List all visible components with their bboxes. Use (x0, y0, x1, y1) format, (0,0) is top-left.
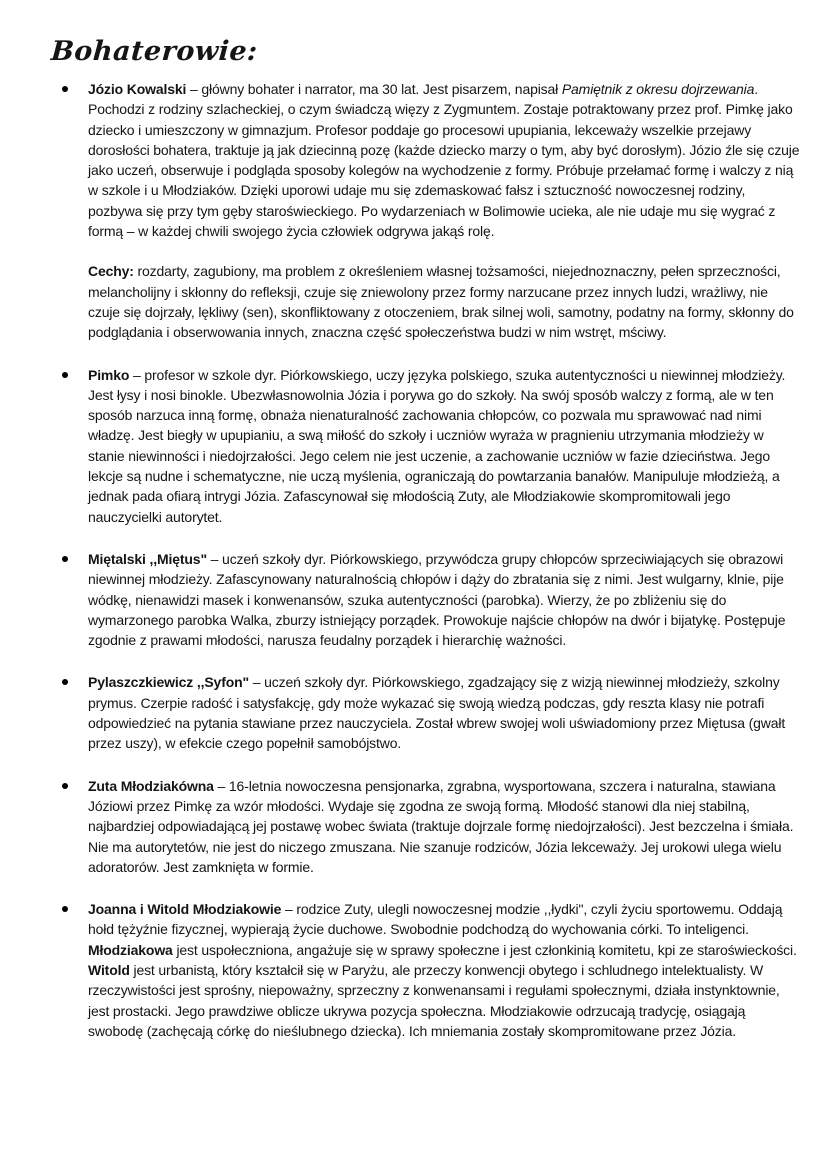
text-run: . Pochodzi z rodziny szlacheckiej, o czym świadczą więzy z Zygmuntem. Zostaje potraktowany przez prof. Pimkę jako dziecko i umieszczony w gimnazjum. Profesor poddaje go procesowi upupiania, lekceważy wszelkie przejawy dorosłości bohatera, traktuje ją jak dziecinną pozę (każde dziecko marzy o tym, aby być dorosłym). Józio źle się czuje jako uczeń, obserwuje i podgląda sposoby kolegów na wychodzenie z formy. Próbuje przełamać formę i walczy z nią w szkole i u Młodziaków. Dzięki uporowi udaje mu się zdemaskować fałsz i sztuczność nowoczesnej rodziny, pozbywa się przy tym gęby staroświeckiego. Po wydarzeniach w Bolimowie ucieka, ale nie udaje mu się wygrać z formą – w każdej chwili swojego życia człowiek odgrywa jakąś rolę. (88, 81, 800, 240)
character-entry (48, 776, 802, 877)
character-entry (48, 672, 802, 753)
character-name: Józio Kowalski (88, 81, 187, 97)
text-run: jest uspołeczniona, angażuje się w sprawy społeczne i jest członkinią komitetu, kpi ze staroświeckości. (172, 941, 797, 958)
character-list (48, 79, 802, 1041)
character-name: Pylaszczkiewicz ,,Syfon" (88, 674, 249, 691)
page-title: Bohaterowie: (50, 36, 259, 67)
character-entry (48, 549, 802, 650)
text-run: – rodzice Zuty, ulegli nowoczesnej modzie ,,łydki", czyli życiu sportowemu. Oddają hołd tężyźnie fizycznej, wypierają życie duchowe. Swobodnie podchodzą do wychowania córki. To inteligenci. (88, 901, 783, 938)
character-traits (88, 261, 802, 342)
character-name: Miętalski ,,Miętus" (88, 550, 207, 567)
character-description (88, 776, 802, 877)
text-run: – profesor w szkole dyr. Piórkowskiego, uczy języka polskiego, szuka autentyczności u niewinnej młodzieży. Jest łysy i nosi binokle. Ubezwłasnowolnia Józia i porywa go do szkoły. Na swój sposób walczy z formą, ale w ten sposób narzuca inną formę, obnaża nienaturalność zachowania chłopców, co pozwala mu sprawować nad nimi władzę. Jest biegły w upupianiu, a swą miłość do szkoły i uczniów wyraża w pragnieniu utrzymania młodzieży w stanie niewinności i niedojrzałości. Jego celem nie jest uczenie, a zachowanie uczniów w fazie dzieciństwa. Jego lekcje są nudne i schematyczne, nie uczą myślenia, ograniczają do powtarzania banałów. Manipuluje młodzieżą, a jednak pada ofiarą intrygi Józia. Zafascynował się młodością Zuty, ale Młodziakowie skompromitowali jego nauczycielki autorytet. (88, 366, 786, 525)
emphasis-run: Witold (88, 961, 130, 978)
character-entry (48, 365, 802, 527)
text-run: – główny bohater i narrator, ma 30 lat. Jest pisarzem, napisał (186, 81, 562, 97)
text-run: rozdarty, zagubiony, ma problem z określeniem własnej tożsamości, niejednoznaczny, pełen sprzeczności, melancholijny i skłonny do refleksji, czuje się zniewolony przez formy narzucane przez innych ludzi, wrażliwy, nie czuje się dojrzały, lękliwy (sen), skonfliktowany z otoczeniem, brak silnej woli, samotny, podatny na formy, skłonny do podglądania i obserwowania innych, znaczna część społeczeństwa budzi w nim wstręt, mściwy. (88, 263, 794, 341)
character-description (88, 79, 802, 241)
character-name: Pimko (88, 366, 130, 383)
text-run: jest urbanistą, który kształcił się w Paryżu, ale przeczy konwencji obytego i schludnego intelektualisty. W rzeczywistości jest sprośny, niepoważny, sprzeczny z konwenansami i regułami społecznymi, działa instynktownie, jest prostacki. Jego prawdziwe oblicze ukrywa pozycja społeczna. Młodziakowie odrzucają tradycję, osiągają swobodę (zachęcają córkę do nieślubnego dziecka). Ich mniemania zostały skompromitowane przez Józia. (88, 961, 780, 1039)
character-name: Cechy: (88, 263, 134, 280)
character-description (88, 549, 802, 650)
text-run: – 16-letnia nowoczesna pensjonarka, zgrabna, wysportowana, szczera i naturalna, stawiana Józiowi przez Pimkę za wzór młodości. Wydaje się zgodna ze swoją formą. Młodość stanowi dla niej stabilną, najbardziej odpowiadającą jej postawę wobec świata (traktuje dojrzale formę niedojrzałości). Jest bezczelna i śmiała. Nie ma autorytetów, nie jest do niczego zmuszana. Nie szanuje rodziców, Józia lekceważy. Jej urokowi ulega wielu adoratorów. Jest zamknięta w formie. (88, 777, 794, 875)
text-run: – uczeń szkoły dyr. Piórkowskiego, zgadzający się z wizją niewinnej młodzieży, szkolny prymus. Czerpie radość i satysfakcję, gdy może wykazać się swoją wiedzą podczas, gdy reszta klasy nie potrafi odpowiedzieć na pytania stawiane przez nauczyciela. Został wbrew swojej woli uświadomiony przez Miętusa (gwałt przez uszy), w efekcie czego popełnił samobójstwo. (88, 674, 786, 752)
character-entry (48, 899, 802, 1041)
character-description (88, 365, 802, 527)
character-description (88, 672, 802, 753)
character-entry (48, 79, 802, 343)
emphasis-run: Młodziakowa (88, 941, 173, 958)
italic-run: Pamiętnik z okresu dojrzewania (561, 81, 755, 97)
character-name: Joanna i Witold Młodziakowie (88, 901, 282, 918)
text-run: – uczeń szkoły dyr. Piórkowskiego, przywódcza grupy chłopców sprzeciwiających się obrazowi niewinnej młodzieży. Zafascynowany naturalnością chłopów i dąży do zbratania się z nimi. Jest wulgarny, klnie, pije wódkę, nienawidzi masek i konwenansów, szuka autentyczności (parobka). Wierzy, że po zbliżeniu się do wymarzonego parobka Walka, zburzy istniejący porządek. Prowokuje najście chłopów na dwór i bijatykę. Postępuje zgodnie z prawami młodości, narusza feudalny porządek i hierarchię ważności. (88, 550, 786, 649)
character-name: Zuta Młodziakówna (88, 777, 214, 794)
character-description (88, 899, 802, 1041)
